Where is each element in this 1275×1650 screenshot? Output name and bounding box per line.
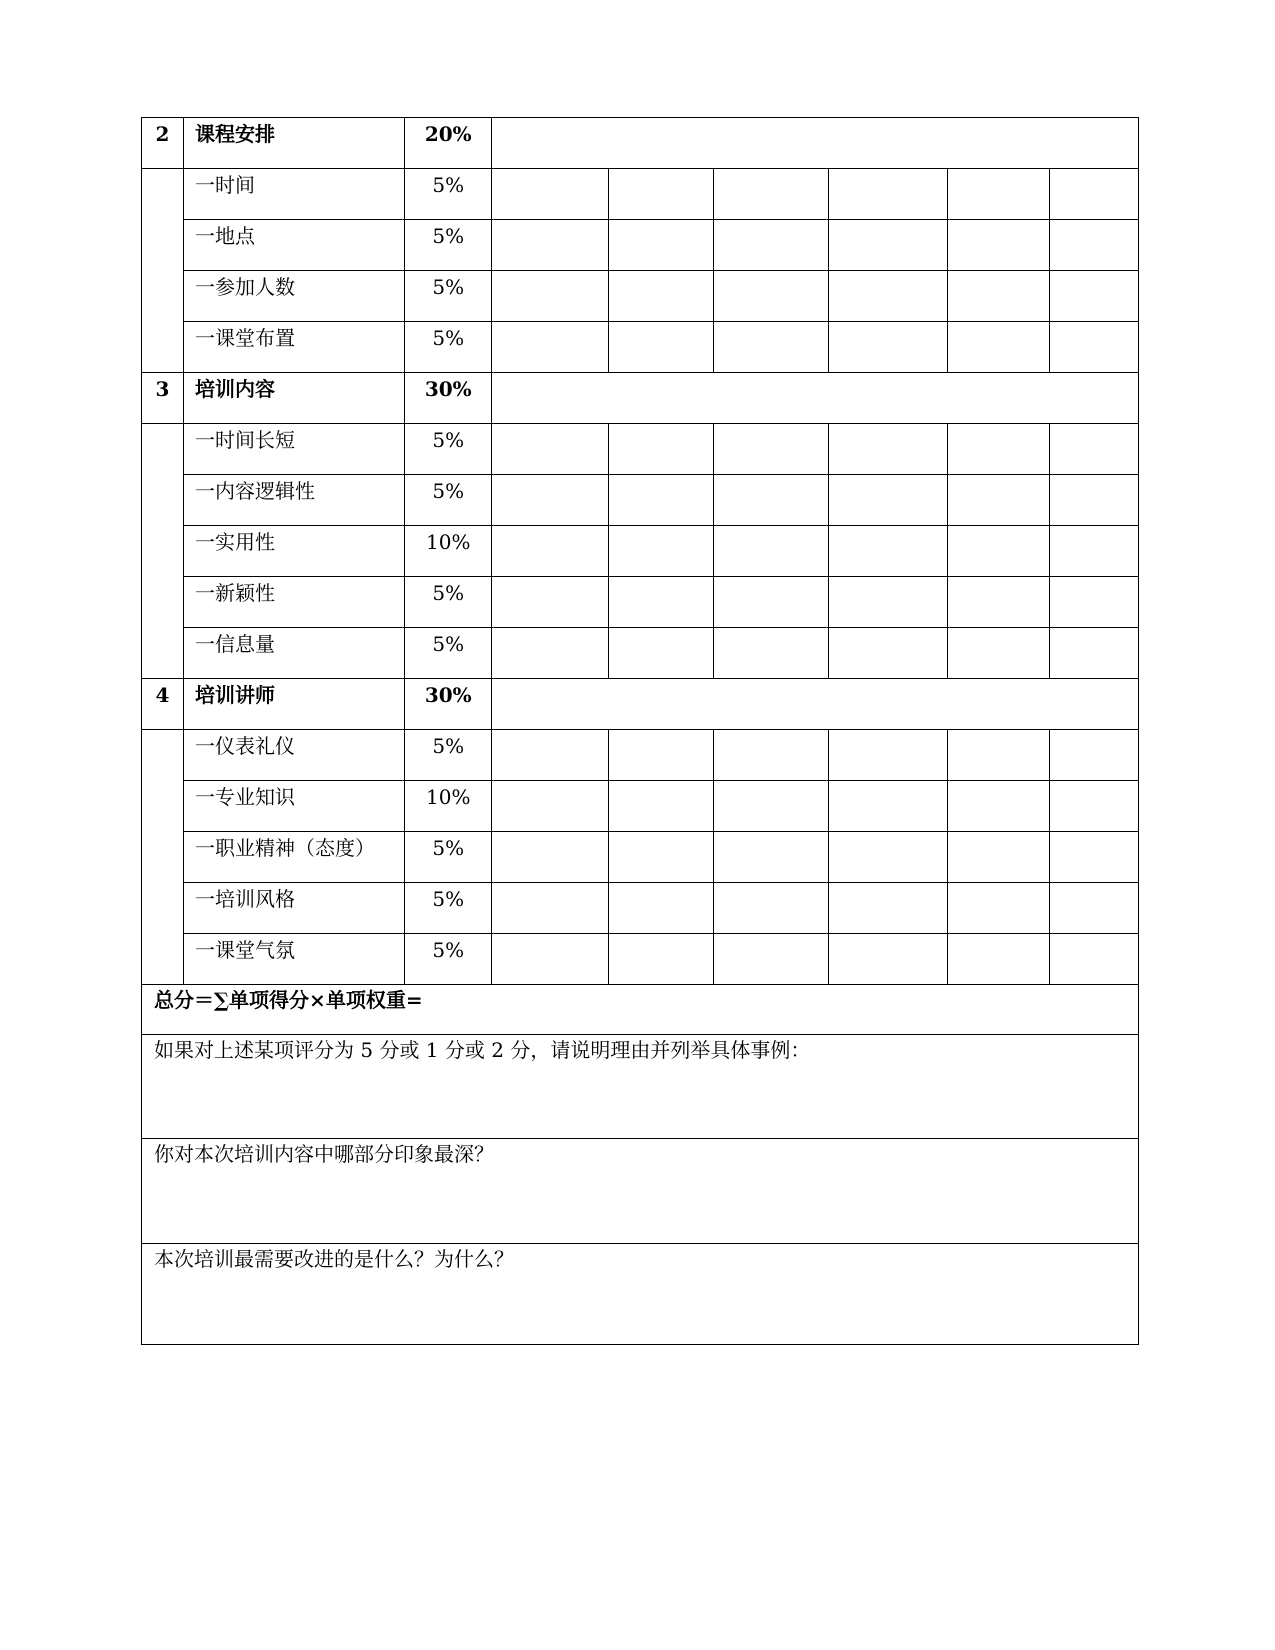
score-cell[interactable] [828, 577, 947, 628]
score-cell[interactable] [492, 832, 609, 883]
section-title: 培训讲师 [184, 679, 405, 730]
score-cell[interactable] [713, 628, 828, 679]
score-cell[interactable] [1049, 730, 1138, 781]
section-header-row [142, 373, 1139, 424]
criterion-label: 一课堂布置 [184, 322, 405, 373]
criterion-row [142, 577, 1139, 628]
section-header-row [142, 679, 1139, 730]
score-cell[interactable] [947, 628, 1049, 679]
score-cell[interactable] [713, 577, 828, 628]
score-cell[interactable] [492, 781, 609, 832]
total-score-row [142, 985, 1139, 1035]
score-cell[interactable] [713, 271, 828, 322]
section-title: 培训内容 [184, 373, 405, 424]
criterion-label: 一地点 [184, 220, 405, 271]
open-question[interactable]: 本次培训最需要改进的是什么？为什么？ [142, 1244, 1139, 1345]
score-cell[interactable] [828, 271, 947, 322]
score-cell[interactable] [947, 883, 1049, 934]
criterion-weight: 10% [405, 781, 492, 832]
criterion-row [142, 322, 1139, 373]
score-cell[interactable] [947, 934, 1049, 985]
section-number: 3 [142, 373, 184, 424]
score-cell[interactable] [828, 169, 947, 220]
score-cell[interactable] [1049, 832, 1138, 883]
criterion-row [142, 169, 1139, 220]
score-cell[interactable] [609, 271, 713, 322]
section-weight: 30% [405, 373, 492, 424]
section-header-blank [492, 679, 1139, 730]
score-cell[interactable] [947, 730, 1049, 781]
criterion-row [142, 220, 1139, 271]
criterion-number-blank [142, 730, 184, 985]
criterion-row [142, 424, 1139, 475]
score-cell[interactable] [947, 475, 1049, 526]
score-cell[interactable] [609, 526, 713, 577]
criterion-number-blank [142, 424, 184, 679]
criterion-label: 一内容逻辑性 [184, 475, 405, 526]
criterion-label: 一职业精神（态度） [184, 832, 405, 883]
score-cell[interactable] [1049, 883, 1138, 934]
score-cell[interactable] [609, 220, 713, 271]
score-cell[interactable] [828, 832, 947, 883]
score-cell[interactable] [492, 220, 609, 271]
criterion-row [142, 883, 1139, 934]
score-cell[interactable] [609, 883, 713, 934]
score-cell[interactable] [609, 577, 713, 628]
criterion-weight: 5% [405, 271, 492, 322]
score-cell[interactable] [828, 322, 947, 373]
score-cell[interactable] [1049, 628, 1138, 679]
criterion-weight: 5% [405, 883, 492, 934]
criterion-weight: 10% [405, 526, 492, 577]
criterion-row [142, 934, 1139, 985]
score-cell[interactable] [828, 424, 947, 475]
open-question-row [142, 1244, 1139, 1345]
score-cell[interactable] [828, 730, 947, 781]
score-cell[interactable] [947, 271, 1049, 322]
score-cell[interactable] [947, 322, 1049, 373]
open-question[interactable]: 你对本次培训内容中哪部分印象最深？ [142, 1139, 1139, 1244]
score-cell[interactable] [609, 322, 713, 373]
criterion-label: 一参加人数 [184, 271, 405, 322]
score-cell[interactable] [947, 424, 1049, 475]
training-evaluation-table [141, 117, 1139, 1345]
score-cell[interactable] [609, 628, 713, 679]
score-cell[interactable] [828, 475, 947, 526]
score-cell[interactable] [947, 220, 1049, 271]
score-cell[interactable] [609, 781, 713, 832]
section-header-row [142, 118, 1139, 169]
score-cell[interactable] [828, 220, 947, 271]
score-cell[interactable] [713, 169, 828, 220]
criterion-label: 一实用性 [184, 526, 405, 577]
score-cell[interactable] [492, 934, 609, 985]
criterion-row [142, 628, 1139, 679]
criterion-label: 一培训风格 [184, 883, 405, 934]
score-cell[interactable] [1049, 934, 1138, 985]
score-cell[interactable] [492, 577, 609, 628]
score-cell[interactable] [713, 883, 828, 934]
score-cell[interactable] [609, 424, 713, 475]
criterion-row [142, 781, 1139, 832]
score-cell[interactable] [713, 832, 828, 883]
score-cell[interactable] [492, 169, 609, 220]
score-cell[interactable] [492, 271, 609, 322]
score-cell[interactable] [492, 628, 609, 679]
criterion-label: 一课堂气氛 [184, 934, 405, 985]
score-cell[interactable] [828, 526, 947, 577]
score-cell[interactable] [947, 577, 1049, 628]
score-cell[interactable] [609, 832, 713, 883]
score-cell[interactable] [947, 832, 1049, 883]
criterion-weight: 5% [405, 934, 492, 985]
score-cell[interactable] [1049, 220, 1138, 271]
criterion-weight: 5% [405, 832, 492, 883]
criterion-weight: 5% [405, 169, 492, 220]
criterion-label: 一时间 [184, 169, 405, 220]
criterion-weight: 5% [405, 475, 492, 526]
criterion-number-blank [142, 169, 184, 373]
score-cell[interactable] [492, 424, 609, 475]
section-weight: 20% [405, 118, 492, 169]
score-cell[interactable] [713, 475, 828, 526]
criterion-weight: 5% [405, 220, 492, 271]
section-number: 2 [142, 118, 184, 169]
score-cell[interactable] [947, 526, 1049, 577]
score-cell[interactable] [492, 475, 609, 526]
criterion-row [142, 526, 1139, 577]
criterion-label: 一时间长短 [184, 424, 405, 475]
score-cell[interactable] [1049, 781, 1138, 832]
score-cell[interactable] [828, 628, 947, 679]
score-cell[interactable] [1049, 577, 1138, 628]
score-cell[interactable] [713, 934, 828, 985]
score-cell[interactable] [1049, 322, 1138, 373]
criterion-row [142, 730, 1139, 781]
criterion-label: 一信息量 [184, 628, 405, 679]
score-cell[interactable] [713, 730, 828, 781]
score-cell[interactable] [1049, 526, 1138, 577]
criterion-weight: 5% [405, 730, 492, 781]
criterion-label: 一专业知识 [184, 781, 405, 832]
score-cell[interactable] [947, 169, 1049, 220]
score-cell[interactable] [609, 934, 713, 985]
criterion-weight: 5% [405, 322, 492, 373]
criterion-row [142, 271, 1139, 322]
criterion-weight: 5% [405, 424, 492, 475]
score-cell[interactable] [828, 883, 947, 934]
criterion-label: 一仪表礼仪 [184, 730, 405, 781]
score-cell[interactable] [713, 322, 828, 373]
criterion-row [142, 832, 1139, 883]
score-cell[interactable] [1049, 271, 1138, 322]
score-cell[interactable] [713, 424, 828, 475]
criterion-weight: 5% [405, 628, 492, 679]
score-cell[interactable] [609, 475, 713, 526]
score-cell[interactable] [609, 169, 713, 220]
score-cell[interactable] [713, 781, 828, 832]
criterion-label: 一新颖性 [184, 577, 405, 628]
score-cell[interactable] [713, 220, 828, 271]
score-cell[interactable] [1049, 475, 1138, 526]
score-cell[interactable] [492, 322, 609, 373]
section-number: 4 [142, 679, 184, 730]
score-cell[interactable] [492, 883, 609, 934]
section-title: 课程安排 [184, 118, 405, 169]
criterion-weight: 5% [405, 577, 492, 628]
score-cell[interactable] [828, 781, 947, 832]
score-cell[interactable] [492, 526, 609, 577]
section-header-blank [492, 373, 1139, 424]
total-formula[interactable]: 总分＝∑单项得分×单项权重= [142, 985, 1139, 1035]
open-question[interactable]: 如果对上述某项评分为 5 分或 1 分或 2 分，请说明理由并列举具体事例： [142, 1035, 1139, 1139]
score-cell[interactable] [947, 781, 1049, 832]
score-cell[interactable] [1049, 169, 1138, 220]
section-header-blank [492, 118, 1139, 169]
open-question-row [142, 1035, 1139, 1139]
score-cell[interactable] [492, 730, 609, 781]
score-cell[interactable] [828, 934, 947, 985]
open-question-row [142, 1139, 1139, 1244]
score-cell[interactable] [713, 526, 828, 577]
score-cell[interactable] [609, 730, 713, 781]
criterion-row [142, 475, 1139, 526]
section-weight: 30% [405, 679, 492, 730]
score-cell[interactable] [1049, 424, 1138, 475]
